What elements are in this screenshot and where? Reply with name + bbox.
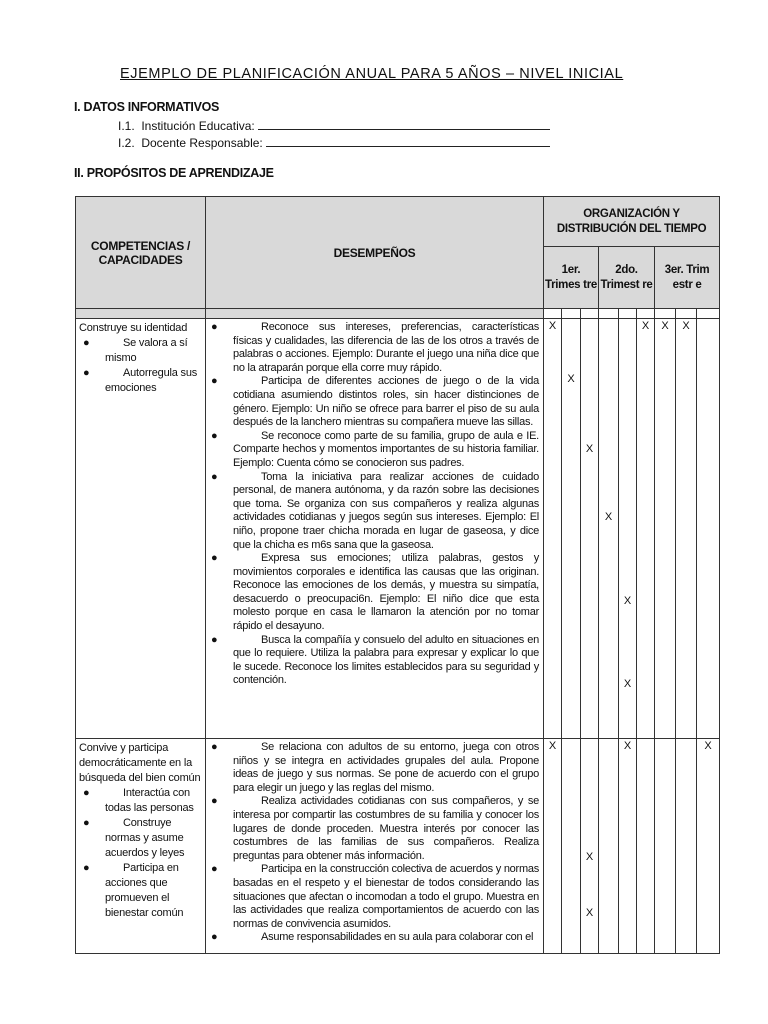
week-cell	[619, 319, 637, 739]
check-mark: X	[623, 595, 632, 607]
week-cell	[599, 319, 619, 739]
bullet-icon: ●	[211, 429, 218, 442]
competencia-title: Convive y participa democráticamente en la búsqueda del bien común	[79, 742, 201, 784]
field-docente	[118, 135, 550, 150]
field-institucion-line	[258, 118, 550, 130]
bullet-icon: ●	[83, 367, 90, 379]
bullet-icon: ●	[211, 375, 218, 388]
week-cell	[676, 739, 697, 954]
week-cell	[544, 319, 562, 739]
desempeno-item: ● Se relaciona con adultos de su entorno, juega con otros niños y se integra en actividades grupales del aula. Propone ideas de juego y sus normas. Se pone de acuerdo con el grupo para elegir un juego y las reglas del mismo.	[211, 741, 539, 794]
check-mark: X	[567, 373, 575, 385]
field-docente-label: I.2. Docente Responsable:	[118, 136, 263, 150]
table-row	[76, 319, 720, 739]
bullet-icon: ●	[211, 470, 218, 483]
capacidad-item: ● Construye normas y asume acuerdos y leyes	[83, 817, 185, 859]
week-cell	[599, 739, 619, 954]
week-cell	[697, 319, 720, 739]
week-cell	[562, 739, 581, 954]
section-heading-datos: I. DATOS INFORMATIVOS	[74, 100, 220, 114]
desempenos-cell	[206, 319, 544, 739]
bullet-icon: ●	[211, 931, 218, 944]
bullet-icon: ●	[211, 795, 218, 808]
week-cell	[655, 739, 676, 954]
header-trimestre-2: 2do. Trimest re	[599, 247, 655, 309]
week-cell	[676, 319, 697, 739]
check-mark: X	[623, 678, 632, 690]
check-mark: X	[585, 851, 594, 863]
desempeno-item: ● Expresa sus emociones; utiliza palabras, gestos y movimientos corporales e identifica las causas que las originan. Reconoce las emociones de los demás, y muestra su simpatía, desacuerdo o preocupaci6n. Ejemplo: El niño dice que esta molesto porque en casa le llamaron la atención por no tomar rápido el desayuno.	[211, 552, 539, 633]
header-competencias: COMPETENCIAS / CAPACIDADES	[76, 197, 206, 309]
bullet-icon: ●	[83, 817, 90, 829]
check-mark: X	[682, 320, 690, 332]
bullet-icon: ●	[211, 321, 218, 333]
header-trimestre-3: 3er. Trim estr e	[655, 247, 720, 309]
desempeno-item: ● Participa de diferentes acciones de juego o de la vida cotidiana asumiendo distintos roles, sin hacer distinciones de género. Ejemplo: Un niño se ofrece para barrer el piso de su aula después de la lanchero mientras su compañera mueve las sillas.	[211, 375, 539, 429]
week-cell	[581, 739, 599, 954]
bullet-icon: ●	[211, 741, 218, 753]
header-organizacion: ORGANIZACIÓN Y DISTRIBUCIÓN DEL TIEMPO	[544, 197, 720, 247]
check-mark: X	[585, 443, 594, 455]
field-institucion	[118, 118, 550, 133]
desempeno-item: ● Reconoce sus intereses, preferencias, características físicas y cualidades, las diferencia de las de los otros a través de palabras o acciones. Ejemplo: Durante el juego una niña dice que no la atraparán porque ella corre muy rápido.	[211, 321, 539, 374]
bullet-icon: ●	[83, 862, 90, 874]
week-cell	[544, 739, 562, 954]
check-mark: X	[704, 740, 712, 752]
bullet-icon: ●	[211, 552, 218, 565]
week-cell	[581, 319, 599, 739]
competencia-title: Construye su identidad	[79, 322, 188, 334]
check-mark: X	[585, 907, 594, 919]
check-mark: X	[641, 320, 650, 332]
check-mark: X	[623, 740, 632, 752]
competencia-cell	[76, 319, 206, 739]
header-spacer-row	[76, 309, 720, 319]
bullet-icon: ●	[83, 337, 90, 349]
field-docente-line	[266, 135, 550, 147]
check-mark: X	[604, 511, 613, 523]
check-mark: X	[548, 740, 557, 752]
bullet-icon: ●	[211, 863, 218, 876]
capacidad-item: ● Autorregula sus emociones	[83, 367, 198, 394]
field-institucion-label: I.1. Institución Educativa:	[118, 119, 255, 133]
desempeno-item: ● Se reconoce como parte de su familia, grupo de aula e IE. Comparte hechos y momentos importantes de su historia familiar. Ejemplo: Cuenta cómo se conocieron sus padres.	[211, 429, 539, 469]
desempeno-item: ● Asume responsabilidades en su aula para colaborar con el	[211, 931, 534, 944]
week-cell	[637, 739, 655, 954]
bullet-icon: ●	[83, 787, 90, 799]
planning-table	[75, 196, 720, 954]
week-cell	[619, 739, 637, 954]
section-heading-propositos: II. PROPÓSITOS DE APRENDIZAJE	[74, 166, 274, 180]
week-cell	[562, 319, 581, 739]
week-cell	[697, 739, 720, 954]
document-title: EJEMPLO DE PLANIFICACIÓN ANUAL PARA 5 AÑOS – NIVEL INICIAL	[120, 66, 624, 82]
desempeno-item: ● Busca la compañía y consuelo del adulto en situaciones en que lo requiere. Utiliza la palabra para expresar y explicar lo que le sucede. Reconoce los limites establecidos para su seguridad y contención.	[211, 633, 539, 687]
header-desempenos: DESEMPEÑOS	[206, 197, 544, 309]
desempeno-item: ● Toma la iniciativa para realizar acciones de cuidado personal, de manera autónoma, y da razón sobre las decisiones que toma. Se organiza con sus compañeros y realiza algunas actividades cotidianas y juegos según sus intereses. Ejemplo: El niño, propone traer chicha morada en lugar de gaseosa, y dice que la chicha es m6s sana que la gaseosa.	[211, 470, 539, 551]
capacidad-item: ● Participa en acciones que promueven el bienestar común	[83, 862, 184, 919]
capacidad-item: ● Interactúa con todas las personas	[83, 787, 194, 814]
competencia-cell	[76, 739, 206, 954]
header-trimestre-1: 1er. Trimes tre	[544, 247, 599, 309]
capacidad-item: ● Se valora a sí mismo	[83, 337, 188, 364]
desempeno-item: ● Participa en la construcción colectiva de acuerdos y normas basadas en el respeto y el bienestar de todos considerando las situaciones que afectan o incomodan a todo el grupo. Muestra en las actividades que realiza comportamientos de acuerdo con las normas de convivencia asumidos.	[211, 863, 539, 930]
check-mark: X	[661, 320, 669, 332]
table-row	[76, 739, 720, 954]
bullet-icon: ●	[211, 633, 218, 646]
week-cell	[637, 319, 655, 739]
desempenos-cell	[206, 739, 544, 954]
week-cell	[655, 319, 676, 739]
desempeno-item: ● Realiza actividades cotidianas con sus compañeros, y se interesa por compartir las costumbres de su familia y conocer los lugares de donde proceden. Muestra interés por conocer las costumbres de las familias de sus compañeros. Realiza preguntas para obtener más información.	[211, 795, 539, 862]
check-mark: X	[548, 320, 557, 332]
